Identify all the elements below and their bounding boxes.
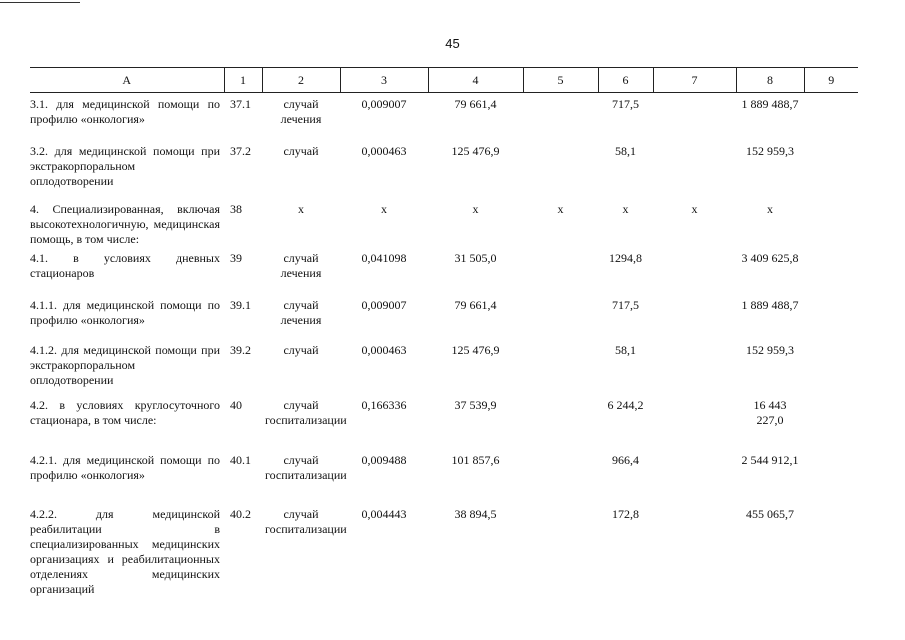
page-number: 45 xyxy=(445,36,460,51)
column-header: 9 xyxy=(804,68,858,93)
row-unit: случай госпитализации xyxy=(265,506,347,536)
table-row xyxy=(30,394,858,449)
row-value-col8: 1 889 488,7 xyxy=(741,297,799,312)
row-code: 37.1 xyxy=(230,97,251,111)
row-code: 38 xyxy=(230,201,242,216)
column-header: 3 xyxy=(340,68,428,93)
row-value-col7 xyxy=(653,394,736,449)
row-value-col3: 0,009488 xyxy=(361,452,407,467)
row-value-col4: 101 857,6 xyxy=(451,452,500,467)
row-value-col3: 0,041098 xyxy=(361,250,407,265)
row-value-col3: 0,000463 xyxy=(361,342,407,357)
row-value-col4: 79 661,4 xyxy=(454,97,497,111)
table-row xyxy=(30,339,858,394)
row-value-col7 xyxy=(653,503,736,597)
row-value-col5 xyxy=(523,449,598,503)
row-value-col6: 58,1 xyxy=(615,143,636,158)
row-description: 4.2.2. для медицинской реабилитации в специализированных медицинских организациях и реабилитационных отделениях медицинских организаций xyxy=(30,506,220,596)
row-code: 40 xyxy=(230,397,242,412)
row-value-col3: 0,166336 xyxy=(361,397,407,412)
table-row xyxy=(30,503,858,597)
row-value-col4: 125 476,9 xyxy=(451,143,500,158)
row-value-col7 xyxy=(653,294,736,339)
row-code: 39.2 xyxy=(230,342,251,357)
row-code: 40.1 xyxy=(230,452,251,467)
row-value-col5 xyxy=(523,503,598,597)
row-value-col9 xyxy=(804,449,858,503)
table-row xyxy=(30,294,858,339)
row-value-col8: 152 959,3 xyxy=(746,342,794,357)
row-value-col8: 2 544 912,1 xyxy=(741,452,799,467)
row-value-col4: 31 505,0 xyxy=(454,250,497,265)
row-value-col6: 1294,8 xyxy=(609,250,642,265)
row-value-col6: 172,8 xyxy=(612,506,639,521)
row-value-col5 xyxy=(523,339,598,394)
row-value-col9 xyxy=(804,140,858,198)
row-value-col6: 58,1 xyxy=(615,342,636,357)
table-row xyxy=(30,198,858,247)
row-code: 39 xyxy=(230,250,242,265)
row-description: 4. Специализированная, включая высокотехнологичную, медицинская помощь, в том числе: xyxy=(30,201,220,246)
row-value-col3: 0,009007 xyxy=(361,97,407,111)
row-value-col6: 717,5 xyxy=(612,297,639,312)
row-value-col4: 37 539,9 xyxy=(454,397,497,412)
header-row xyxy=(30,68,858,93)
table-row xyxy=(30,140,858,198)
row-value-col7 xyxy=(653,449,736,503)
row-description: 4.2.1. для медицинской помощи по профилю «онкология» xyxy=(30,452,220,482)
row-description: 4.1.2. для медицинской помощи при экстракорпоральном оплодотворении xyxy=(30,342,220,387)
row-value-col7: x xyxy=(691,201,698,216)
row-value-col5 xyxy=(523,247,598,294)
row-value-col7 xyxy=(653,140,736,198)
row-unit: случай лечения xyxy=(280,97,322,126)
row-unit: случай лечения xyxy=(280,250,322,280)
row-value-col6: 717,5 xyxy=(612,97,639,111)
row-value-col5 xyxy=(523,140,598,198)
row-value-col3: 0,009007 xyxy=(361,297,407,312)
row-value-col9 xyxy=(804,198,858,247)
column-header: 5 xyxy=(523,68,598,93)
row-description: 3.2. для медицинской помощи при экстракорпоральном оплодотворении xyxy=(30,143,220,188)
column-header: 1 xyxy=(224,68,262,93)
row-code: 39.1 xyxy=(230,297,251,312)
row-value-col3: 0,004443 xyxy=(361,506,407,521)
column-header: 8 xyxy=(736,68,804,93)
column-header: 7 xyxy=(653,68,736,93)
row-value-col8: 455 065,7 xyxy=(746,506,794,521)
row-value-col9 xyxy=(804,294,858,339)
row-value-col4: 38 894,5 xyxy=(454,506,497,521)
row-value-col3: 0,000463 xyxy=(361,143,407,158)
row-value-col8: 1 889 488,7 xyxy=(741,97,799,111)
row-value-col9 xyxy=(804,503,858,597)
row-unit: случай госпитализации xyxy=(265,452,347,482)
row-value-col5 xyxy=(523,93,598,140)
table-row xyxy=(30,247,858,294)
row-value-col5 xyxy=(523,394,598,449)
row-value-col7 xyxy=(653,339,736,394)
row-unit: x xyxy=(298,201,304,216)
row-value-col8: 16 443 227,0 xyxy=(753,397,787,427)
row-description: 4.1.1. для медицинской помощи по профилю «онкология» xyxy=(30,297,220,327)
row-description: 4.1. в условиях дневных стационаров xyxy=(30,250,220,280)
row-value-col8: 152 959,3 xyxy=(746,143,794,158)
row-description: 4.2. в условиях круглосуточного стационара, в том числе: xyxy=(30,397,220,427)
row-unit: случай xyxy=(283,143,319,158)
row-value-col6: 6 244,2 xyxy=(607,397,644,412)
row-value-col5: x xyxy=(557,201,564,216)
row-value-col3: x xyxy=(381,201,387,216)
row-value-col9 xyxy=(804,93,858,140)
row-unit: случай xyxy=(283,342,319,357)
row-value-col7 xyxy=(653,247,736,294)
corner-rule xyxy=(0,2,80,3)
row-value-col4: x xyxy=(472,201,479,216)
row-value-col4: 79 661,4 xyxy=(454,297,497,312)
table-row xyxy=(30,449,858,503)
column-header: 2 xyxy=(262,68,340,93)
row-unit: случай госпитализации xyxy=(265,397,347,427)
column-header: 4 xyxy=(428,68,523,93)
row-value-col6: x xyxy=(622,201,629,216)
row-value-col9 xyxy=(804,394,858,449)
row-value-col8: 3 409 625,8 xyxy=(741,250,799,265)
row-value-col9 xyxy=(804,339,858,394)
row-value-col6: 966,4 xyxy=(612,452,639,467)
column-header: А xyxy=(30,68,224,93)
row-value-col7 xyxy=(653,93,736,140)
row-description: 3.1. для медицинской помощи по профилю «онкология» xyxy=(30,97,220,126)
row-code: 37.2 xyxy=(230,143,251,158)
column-header: 6 xyxy=(598,68,653,93)
data-table xyxy=(30,67,858,597)
row-value-col8: x xyxy=(767,201,773,216)
row-value-col4: 125 476,9 xyxy=(451,342,500,357)
row-unit: случай лечения xyxy=(280,297,322,327)
row-value-col9 xyxy=(804,247,858,294)
row-value-col5 xyxy=(523,294,598,339)
row-code: 40.2 xyxy=(230,506,251,521)
table-row xyxy=(30,93,858,140)
